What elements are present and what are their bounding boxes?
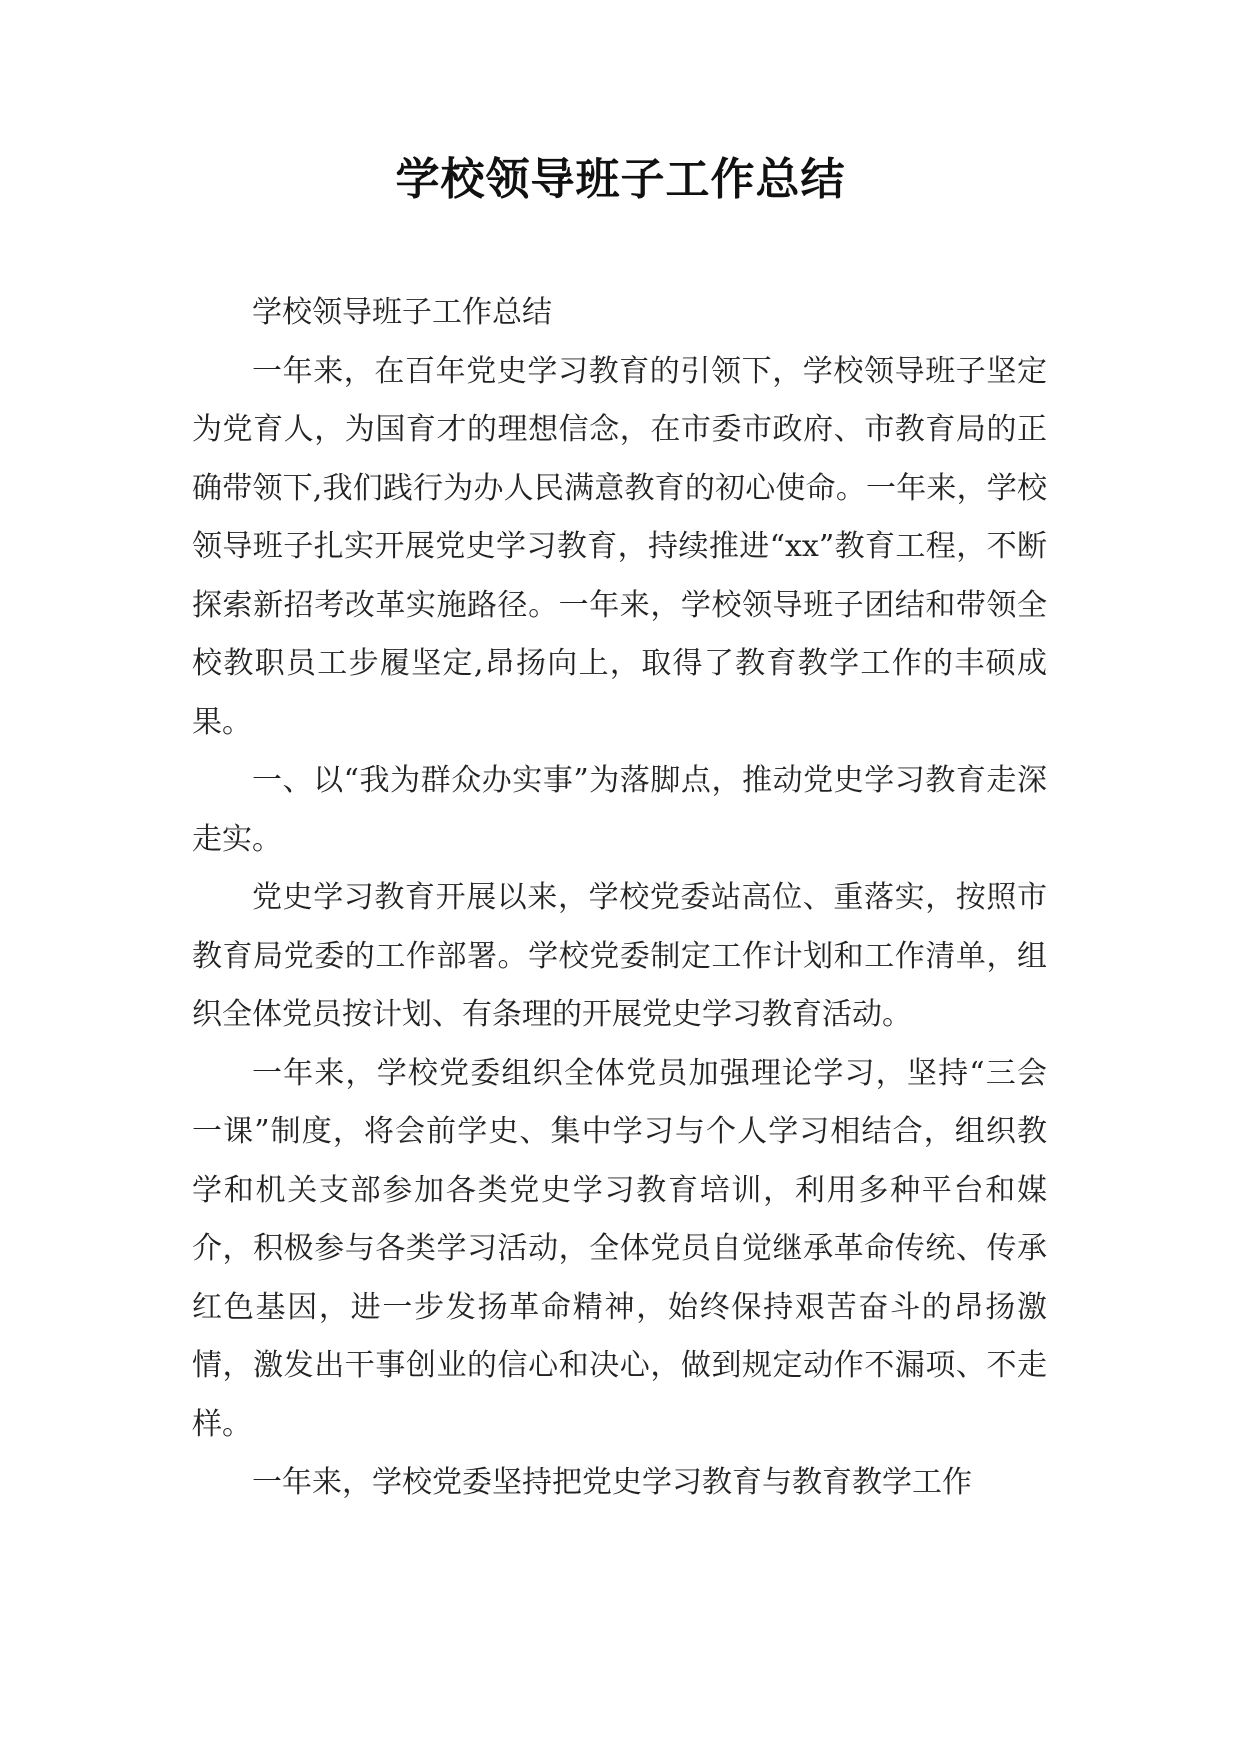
paragraph-heading-repeat: 学校领导班子工作总结 bbox=[252, 295, 552, 330]
document-title: 学校领导班子工作总结 bbox=[395, 154, 846, 205]
document-body bbox=[192, 284, 1047, 1513]
paragraph-party-history: 党史学习教育开展以来，学校党委站高位、重落实，按照市教育局党委的工作部署。学校党委制定工作计划和工作清单，组织全体党员按计划、有条理的开展党史学习教育活动。 bbox=[192, 880, 1047, 1032]
paragraph-intro: 一年来，在百年党史学习教育的引领下，学校领导班子坚定为党育人，为国育才的理想信念，在市委市政府、市教育局的正确带领下,我们践行为办人民满意教育的初心使命。一年来，学校领导班子扎实开展党史学习教育，持续推进“xx”教育工程，不断探索新招考改革实施路径。一年来，学校领导班子团结和带领全校教职员工步履坚定,昂扬向上，取得了教育教学工作的丰硕成果。 bbox=[192, 353, 1047, 740]
paragraph-education-work: 一年来，学校党委坚持把党史学习教育与教育教学工作 bbox=[252, 1465, 972, 1500]
section-heading-1: 一、以“我为群众办实事”为落脚点，推动党史学习教育走深走实。 bbox=[192, 763, 1047, 857]
paragraph-theory-study: 一年来，学校党委组织全体党员加强理论学习，坚持“三会一课”制度，将会前学史、集中学习与个人学习相结合，组织教学和机关支部参加各类党史学习教育培训，利用多种平台和媒介，积极参与各类学习活动，全体党员自觉继承革命传统、传承红色基因，进一步发扬革命精神，始终保持艰苦奋斗的昂扬激情，激发出干事创业的信心和决心，做到规定动作不漏项、不走样。 bbox=[192, 1055, 1047, 1442]
